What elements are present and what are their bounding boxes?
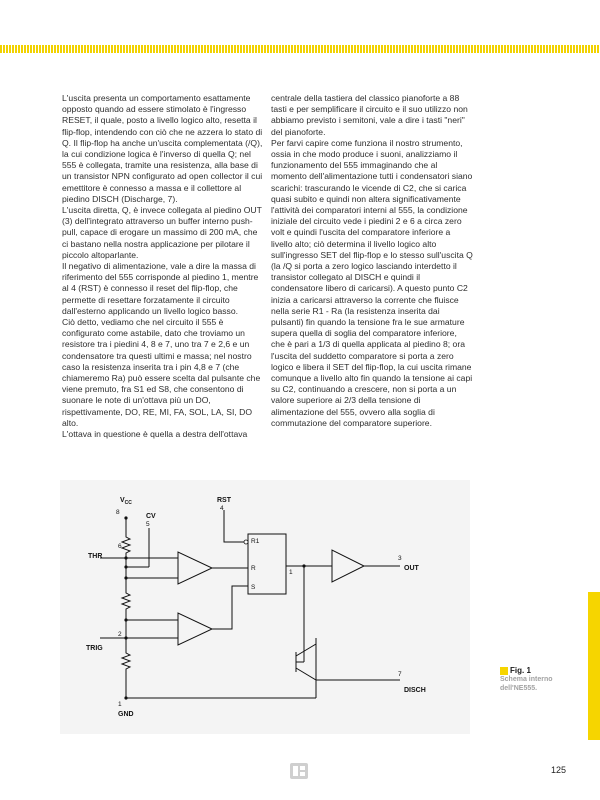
- vcc-pin-number: 8: [116, 509, 120, 516]
- paragraph: L'uscita presenta un comportamento esattamente opposto quando ad essere stimolato è l'ingresso RESET, il quale, posto a livello logico alto, resetta il flip-flop, intendendo con ciò che ne azzera lo stato di Q. Il flip-flop ha anche un'uscita complementata (/Q), la cui condizione logica è l'inverso di quella Q; nel 555 è collegata, tramite una resistenza, alla base di un transistor NPN configurato ad open collector il cui emettitore è connesso a massa e il collettore al piedino DISCH (Discharge, 7).: [62, 93, 263, 204]
- rst-pin-number: 4: [220, 505, 224, 512]
- paragraph: Il negativo di alimentazione, vale a dire la massa di riferimento del 555 corrisponde al piedino 1, mentre al 4 (RST) è connesso il reset del flip-flop, che permette di resettare forzatamente il circuito dall'esterno applicando un livello logico basso.: [62, 261, 259, 316]
- disch-label: DISCH: [404, 687, 426, 694]
- paragraph: Ciò detto, vediamo che nel circuito il 555 è configurato come astabile, dato che troviamo un resistore tra i piedini 4, 8 e 7, uno tra 7 e 2,6 e un condensatore tra questi ultimi e massa; nel nostro caso la resistenza inserita tra i pin 4,8 e 7 (che chiameremo Ra) può essere scelta dal pulsante che viene premuto, fra S1 ed S8, che consentono di suonare le note di un'ottava più un DO, rispettivamente, DO, RE, MI, FA, SOL, LA, SI, DO alto.: [62, 317, 261, 428]
- cv-label: CV: [146, 513, 156, 520]
- ne555-circuit-diagram: [60, 480, 470, 734]
- paragraph: L'uscita diretta, Q, è invece collegata al piedino OUT (3) dell'integrato attraverso un buffer interno push-pull, capace di erogare un massimo di 200 mA, che ci bastano nella nostra applicazione per pilotare il piccolo altoparlante.: [62, 205, 262, 260]
- disch-pin-number: 7: [398, 671, 402, 678]
- thr-pin-number: 6: [118, 543, 122, 550]
- cv-pin-number: 5: [146, 521, 150, 528]
- paragraph: centrale della tastiera del classico pianoforte a 88 tasti e per semplificare il circuito e il suo utilizzo non abbiamo previsto i semitoni, vale a dire i tasti "neri" del pianoforte.: [271, 93, 468, 137]
- gnd-label: GND: [118, 711, 134, 718]
- caption-marker-icon: [500, 667, 508, 675]
- flipflop-q-number: 1: [289, 569, 293, 576]
- out-pin-number: 3: [398, 555, 402, 562]
- flipflop-s-label: S: [251, 584, 256, 591]
- thr-label: THR: [88, 553, 103, 560]
- figure-caption: [500, 667, 580, 693]
- page-number: 125: [551, 765, 567, 775]
- vcc-label: $V_{CC}$: [120, 497, 132, 506]
- ne555-schematic-figure: [60, 480, 470, 734]
- side-accent-bar: [588, 592, 600, 740]
- rst-label: RST: [217, 497, 231, 504]
- gnd-pin-number: 1: [118, 701, 122, 708]
- flipflop-r1-label: R1: [251, 538, 260, 545]
- trig-pin-number: 2: [118, 631, 122, 638]
- out-label: OUT: [404, 565, 419, 572]
- flipflop-r-label: R: [251, 565, 256, 572]
- top-decorative-rule: [0, 45, 600, 53]
- caption-label: Fig. 1: [510, 666, 531, 675]
- publication-logo-icon: [288, 760, 310, 787]
- trig-label: TRIG: [86, 645, 103, 652]
- caption-description: Schema interno dell'NE555.: [500, 676, 553, 692]
- paragraph: Per farvi capire come funziona il nostro strumento, ossia in che modo produce i suoni, analizziamo il funzionamento del 555 immaginando che al momento dell'alimentazione tutti i condensatori siano scarichi: trascurando le vicende di C2, che si carica quasi subito e quindi non altera significativamente l'attività dei comparatori interni al 555, la condizione iniziale del circuito vede i piedini 2 e 6 a circa zero volt e quindi l'uscita del comparatore inferiore a livello alto; ciò determina il livello logico alto sull'ingresso SET del flip-flop e lo stesso sull'uscita Q (la /Q si porta a zero logico lasciando interdetto il transistor collegato al DISCH e quindi il condensatore libero di caricarsi). A questo punto C2 inizia a caricarsi attraverso la corrente che fluisce nella serie R1 - Ra (la resistenza inserita dai pulsanti) fin quando la tensione fra le sue armature supera quella di soglia del comparatore inferiore, che è pari a 1/3 di quella applicata al piedino 8; ora l'uscita del suddetto comparatore si porta a zero logico e libera il SET del flip-flop, la cui uscita rimane comunque a livello alto fin quando la tensione ai capi su C2, continuando a crescere, non si porta a un valore superiore ai 2/3 della tensione di alimentazione del 555, ovvero alla soglia di commutazione del comparatore superiore.: [271, 137, 473, 428]
- right-text-column: [271, 93, 473, 429]
- left-text-column: [62, 93, 264, 440]
- paragraph: L'ottava in questione è quella a destra dell'ottava: [62, 429, 248, 440]
